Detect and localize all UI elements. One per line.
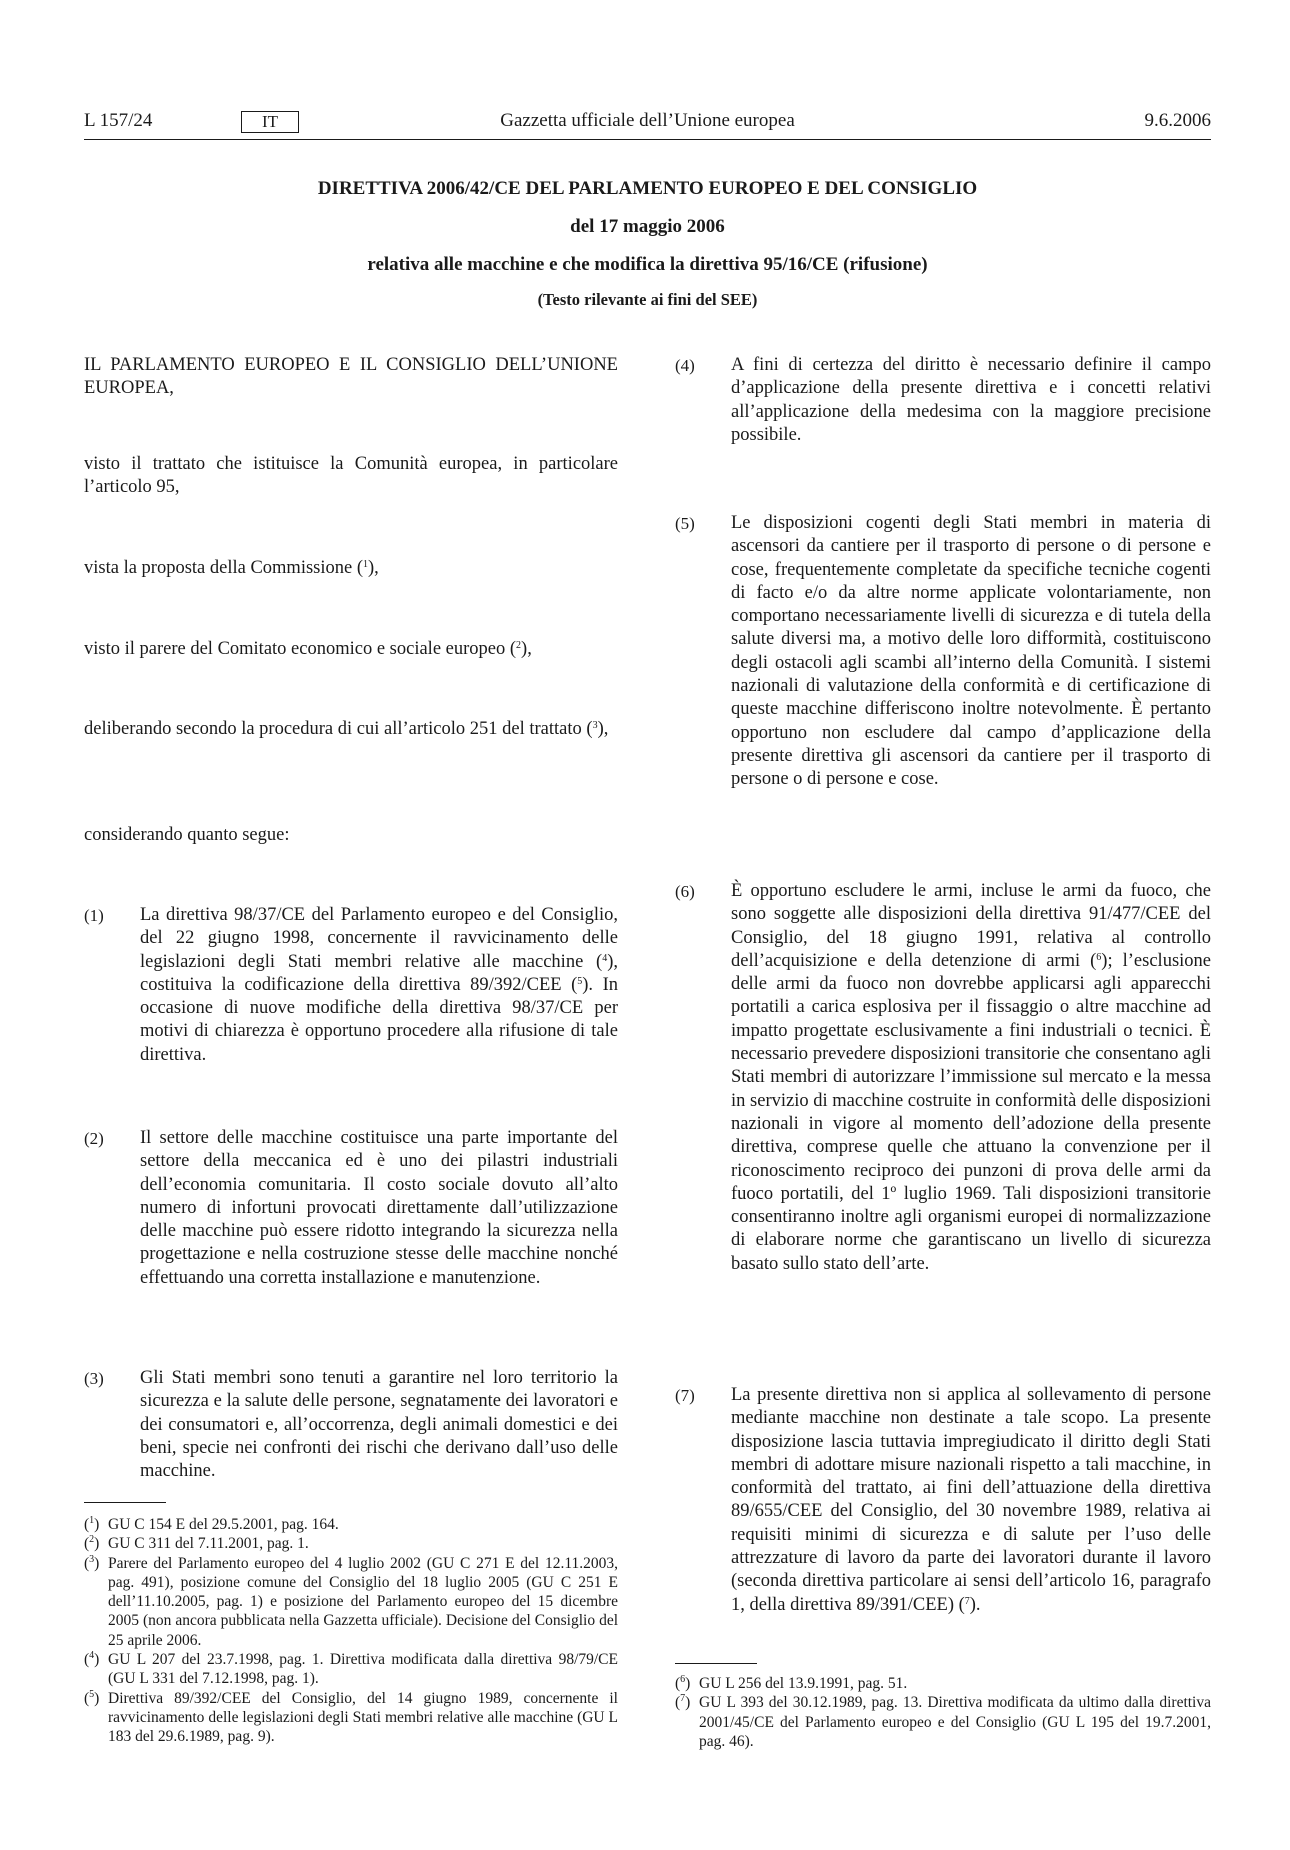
footnote-ref: 6 <box>1096 951 1102 963</box>
citation-treaty: visto il trattato che istituisce la Comunità europea, in particolare l’articolo 95, <box>84 454 618 498</box>
footnote-ref: 5 <box>577 975 583 987</box>
footnote-number: ($^1$) <box>84 1515 100 1533</box>
recital-number: (5) <box>675 514 695 533</box>
footnote-rule <box>84 1502 166 1503</box>
considering-clause: considerando quanto segue: <box>84 825 290 845</box>
recital-number: (2) <box>84 1129 104 1148</box>
publication-title: Gazzetta ufficiale dell’Unione europea <box>500 110 795 131</box>
footnote-ref: 7 <box>964 1595 970 1607</box>
citation-proposal-text: vista la proposta della Commissione ( <box>84 558 363 578</box>
recital-text-part: ), costituiva la codificazione della direttiva 89/392/CEE ( <box>140 951 618 995</box>
footnote-text: GU L 393 del 30.12.1989, pag. 13. Direttiva modificata da ultimo dalla direttiva 2001/45/CE del Parlamento europeo e del Consiglio (GU L 195 del 19.7.2001, pag. 46). <box>699 1694 1211 1750</box>
footnote <box>675 1693 1211 1751</box>
page-reference: L 157/24 <box>84 110 153 131</box>
footnote-num: 3 <box>89 1553 95 1565</box>
footnote-ref: 3 <box>592 720 598 731</box>
recital-text-part: ); l’esclusione delle armi da fuoco non dovrebbe applicarsi agli apparecchi portatili a carica esplosiva per il fissaggio o altre macchine ad impatto progettate esclusivamente a fini industriali o tecnici. È necessario prevedere disposizioni transitorie che consentano agli Stati membri di autorizzare l’immissione sul mercato e la messa in servizio di macchine costruite in conformità delle disposizioni nazionali in vigore al momento dell’adozione della presente direttiva, comprese quelle che attuano la convenzione per il riconoscimento reciproco dei punzoni di prova delle armi da fuoco portatili, del 1º luglio 1969. Tali disposizioni transitorie consentiranno inoltre agli organismi europei di normalizzazione di elaborare norme che garantiscano un livello di sicurezza basato sullo stato dell’arte. <box>731 950 1211 1274</box>
footnote-rule <box>675 1663 757 1664</box>
document-title: DIRETTIVA 2006/42/CE DEL PARLAMENTO EUROPEO E DEL CONSIGLIO <box>317 178 978 199</box>
preamble-intro: IL PARLAMENTO EUROPEO E IL CONSIGLIO DELL’UNIONE EUROPEA, <box>84 355 618 399</box>
citation-opinion-text: visto il parere del Comitato economico e sociale europeo ( <box>84 639 517 659</box>
footnotes-right <box>675 1674 1211 1751</box>
citation-proposal <box>84 557 618 580</box>
footnote-num: 2 <box>89 1534 95 1546</box>
citation-procedure <box>84 718 618 741</box>
citation-proposal-end: ), <box>368 558 379 578</box>
citation-opinion-end: ), <box>521 639 532 659</box>
recital-number: (4) <box>675 356 695 375</box>
footnote-text: GU L 256 del 13.9.1991, pag. 51. <box>699 1675 908 1692</box>
recital-text <box>140 904 618 1067</box>
footnote-number: ($^7$) <box>675 1693 691 1712</box>
footnote-text: GU C 311 del 7.11.2001, pag. 1. <box>108 1535 309 1553</box>
footnote-ref: 4 <box>602 952 608 964</box>
footnote <box>84 1534 618 1553</box>
recital-number: (3) <box>84 1369 104 1388</box>
recital-text <box>731 880 1211 1276</box>
page-header <box>84 110 1211 136</box>
recital-number: (1) <box>84 906 104 925</box>
footnote <box>84 1515 618 1534</box>
citation-procedure-text: deliberando secondo la procedura di cui all’articolo 251 del trattato ( <box>84 719 593 739</box>
footnote-number: ($^4$) <box>84 1650 100 1669</box>
footnote-num: 1 <box>89 1515 95 1526</box>
publication-date: 9.6.2006 <box>1144 110 1211 131</box>
footnote-text: Parere del Parlamento europeo del 4 luglio 2002 (GU C 271 E del 12.11.2003, pag. 491), posizione comune del Consiglio del 18 luglio 2005 (GU C 251 E dell’11.10.2005, pag. 1) e posizione del Parlamento europeo del 15 dicembre 2005 (non ancora pubblicata nella Gazzetta ufficiale). Decisione del Consiglio del 25 aprile 2006. <box>108 1554 618 1649</box>
recital-number: (7) <box>675 1386 695 1405</box>
footnote-text: Direttiva 89/392/CEE del Consiglio, del 14 giugno 1989, concernente il ravvicinamento delle legislazioni degli Stati membri relative alle macchine (GU L 183 del 29.6.1989, pag. 9). <box>108 1689 618 1746</box>
footnote-ref: 1 <box>363 559 368 570</box>
document-subject: relativa alle macchine e che modifica la direttiva 95/16/CE (rifusione) <box>367 254 928 275</box>
footnote <box>84 1689 618 1747</box>
citation-procedure-end: ), <box>597 719 609 739</box>
footnote-text: GU C 154 E del 29.5.2001, pag. 164. <box>108 1516 339 1533</box>
recital-text <box>731 1384 1211 1617</box>
recital-text-part: La direttiva 98/37/CE del Parlamento europeo e del Consiglio, del 22 giugno 1998, concernente il ravvicinamento delle legislazioni degli Stati membri relative alle macchine ( <box>140 905 618 972</box>
document-date: del 17 maggio 2006 <box>570 216 725 237</box>
footnote-num: 7 <box>680 1693 686 1705</box>
recital-text-part: ). In occasione di nuove modifiche della direttiva 98/37/CE per motivi di chiarezza è opportuno procedere alla rifusione di tale direttiva. <box>140 974 618 1065</box>
recital-text: Gli Stati membri sono tenuti a garantire nel loro territorio la sicurezza e la salute delle persone, segnatamente dei lavoratori e dei consumatori e, all’occorrenza, degli animali domestici e dei beni, specie nei confronti dei rischi che derivano dall’uso delle macchine. <box>140 1368 618 1482</box>
footnote <box>84 1554 618 1650</box>
recital-text: Le disposizioni cogenti degli Stati membri in materia di ascensori da cantiere per il trasporto di persone o di persone e cose, frequentemente completate da specifiche tecniche cogenti di facto e/o da altre norme applicate volontariamente, non comportano necessariamente livelli di sicurezza e di tutela della salute diversi ma, a motivo delle loro difformità, costituiscono degli ostacoli agli scambi all’interno della Comunità. I sistemi nazionali di valutazione della conformità e di certificazione di queste macchine differiscono inoltre notevolmente. È pertanto opportuno non escludere dal campo d’applicazione della presente direttiva gli ascensori da cantiere per il trasporto di persone o di persone e cose. <box>731 513 1211 790</box>
footnotes-left <box>84 1515 618 1747</box>
footnote-number: ($^3$) <box>84 1553 100 1572</box>
footnote-text: GU L 207 del 23.7.1998, pag. 1. Direttiva modificata dalla direttiva 98/79/CE (GU L 331 del 7.12.1998, pag. 1). <box>108 1651 618 1688</box>
recital-text: Il settore delle macchine costituisce una parte importante del settore della meccanica ed è uno dei pilastri industriali dell’economia comunitaria. Il costo sociale dovuto all’alto numero di infortuni provocati direttamente dall’utilizzazione delle macchine può essere ridotto integrando la sicurezza nella progettazione e nella costruzione stesse delle macchine nonché effettuando una corretta installazione e manutenzione. <box>140 1128 618 1288</box>
footnote-number: ($^6$) <box>675 1674 691 1692</box>
recital-number: (6) <box>675 882 695 901</box>
language-code-box: IT <box>241 111 299 133</box>
recital-text-part: È opportuno escludere le armi, incluse le armi da fuoco, che sono soggette alle disposizioni della direttiva 91/477/CEE del Consiglio, del 18 giugno 1991, relativa al controllo dell’acquisizione e della detenzione di armi ( <box>731 881 1211 971</box>
footnote-ref: 2 <box>516 640 522 651</box>
footnote-num: 5 <box>89 1688 95 1700</box>
footnote-number: ($^2$) <box>84 1534 100 1553</box>
recital-text-part: La presente direttiva non si applica al sollevamento di persone mediante macchine non destinate a tale scopo. La presente disposizione lascia tuttavia impregiudicato il diritto degli Stati membri di adottare misure nazionali rispetto a tali macchine, in conformità del trattato, ai fini dell’attuazione della direttiva 89/655/CEE del Consiglio, del 30 novembre 1989, relativa ai requisiti minimi di sicurezza e di salute per l’uso delle attrezzature di lavoro da parte dei lavoratori durante il lavoro (seconda direttiva particolare ai sensi dell’articolo 16, paragrafo 1, della direttiva 89/391/CEE) ( <box>731 1385 1211 1615</box>
footnote-num: 6 <box>680 1674 686 1685</box>
header-rule <box>84 139 1211 140</box>
eea-relevance-note: (Testo rilevante ai fini del SEE) <box>537 290 758 309</box>
recital-text: A fini di certezza del diritto è necessario definire il campo d’applicazione della presente direttiva e i concetti relativi all’applicazione della medesima con la maggiore precisione possibile. <box>731 355 1211 445</box>
footnote-num: 4 <box>89 1650 95 1662</box>
footnote <box>84 1650 618 1689</box>
footnote-number: ($^5$) <box>84 1688 100 1707</box>
recital-text-part: ). <box>969 1594 981 1615</box>
footnote <box>675 1674 1211 1693</box>
citation-opinion <box>84 638 618 661</box>
